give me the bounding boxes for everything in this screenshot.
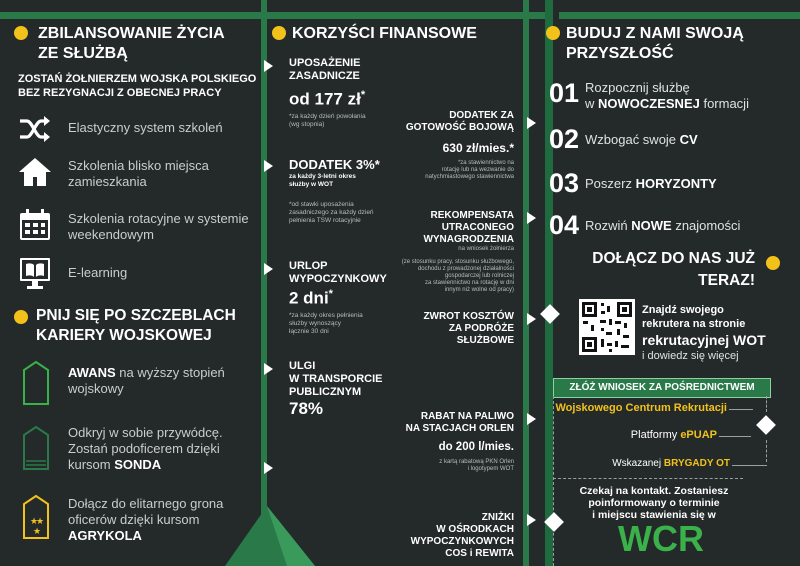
left-title-line1: ZBILANSOWANIE ŻYCIA (38, 25, 225, 42)
left-title-line2: ZE SŁUŻBĄ (38, 45, 128, 62)
feature-1-text: Elastyczny system szkoleń (68, 120, 223, 135)
calendar-icon (18, 208, 52, 242)
step-3-number: 03 (549, 168, 580, 198)
feature-2-line1: Szkolenia blisko miejsca (68, 158, 209, 173)
feature-item-1 (68, 120, 258, 136)
svg-text:★: ★ (33, 527, 42, 537)
leave-amount: 2 dni (289, 288, 329, 308)
career-1-bold: AWANS (68, 365, 116, 380)
resorts-label-1: ZNIŻKI (481, 512, 514, 523)
career-2-bold: SONDA (114, 457, 162, 472)
left-subtitle-line2: BEZ REZYGNACJI Z OBECNEJ PRACY (18, 87, 222, 99)
mountain-decoration (225, 500, 350, 566)
left-subtitle (18, 72, 258, 100)
travel-label-1: ZWROT KOSZTÓW (423, 311, 514, 322)
feature-item-4 (68, 265, 258, 281)
readiness-note-1: *za stawiennictwo na (457, 160, 514, 166)
channel-epuap[interactable] (600, 429, 717, 441)
transport-label-2: W TRANSPORCIE (289, 373, 383, 385)
compensation-label-1: REKOMPENSATA (430, 210, 514, 221)
readiness-note-3: natychmiastowego stawiennictwa (425, 174, 514, 180)
column-divider-right (523, 0, 529, 566)
resorts-label-4: COS i REWITA (445, 548, 514, 559)
resorts-block (398, 512, 514, 560)
step-1 (549, 78, 794, 124)
step-1-pre: w (585, 96, 598, 111)
leave-note-3: łącznie 30 dni (289, 328, 329, 336)
fuel-label-1: RABAT NA PALIWO (420, 411, 514, 422)
steps-list (549, 78, 794, 250)
salary-star: * (360, 89, 366, 101)
flow-line-2 (766, 440, 767, 462)
channel-brygada[interactable] (590, 458, 730, 469)
step-1-number: 01 (549, 78, 580, 108)
step-4 (549, 210, 794, 250)
travel-label-3: SŁUŻBOWE (456, 335, 514, 346)
fuel-amount: do 200 l/mies. (438, 441, 514, 453)
salary-note-2: (wg stopnia) (289, 121, 325, 129)
readiness-label-2: GOTOWOŚĆ BOJOWĄ (405, 122, 514, 133)
career-3-text1: Dołącz do elitarnego grona (68, 496, 224, 511)
career-1-text1: na wyższy stopień (115, 365, 225, 380)
leave-note-1: *za każdy okres pełnienia (289, 312, 363, 320)
compensation-label-2: UTRACONEGO (441, 222, 514, 233)
leave-arrow-icon (264, 263, 273, 275)
transport-label-3: PUBLICZNYM (289, 386, 362, 398)
wcr-logo-text: WCR (618, 518, 704, 559)
career-1-text2: wojskowy (68, 381, 124, 396)
middle-title: KORZYŚCI FINANSOWE (292, 25, 477, 42)
salary-block (289, 57, 409, 129)
feature-item-2 (68, 158, 258, 190)
flow-line-1 (766, 396, 767, 412)
channel-wcr[interactable]: Wojskowego Centrum Rekrutacji (555, 402, 727, 414)
step-2-text: Wzbogać swoje (585, 132, 680, 147)
leave-note-2: służby wynoszący (289, 320, 342, 328)
fuel-note-2: i logotypem WOT (467, 466, 514, 472)
recruiter-line3: rekrutacyjnej WOT (642, 332, 766, 348)
contact-info (566, 485, 742, 521)
svg-text:★: ★ (30, 517, 39, 527)
rank-stripe-icon-private (22, 360, 50, 406)
contact-line1: Czekaj na kontakt. Zostaniesz (579, 485, 729, 497)
leave-label-2: WYPOCZYNKOWY (289, 273, 387, 285)
right-title-line1: BUDUJ Z NAMI SWOJĄ (566, 25, 744, 42)
career-2-text3: kursom (68, 457, 115, 472)
join-heading (575, 248, 755, 292)
monitor-book-icon (18, 256, 52, 290)
column-divider-left (261, 0, 267, 566)
resorts-arrow-icon (527, 514, 536, 526)
qr-code-icon[interactable] (579, 299, 635, 355)
career-title (36, 306, 261, 346)
left-title (38, 24, 258, 64)
house-icon (18, 155, 52, 189)
bonus-sub-1: za każdy 3-letni okres (289, 173, 356, 180)
salary-arrow-icon (264, 60, 273, 72)
bonus-sub-2: służby w WOT (289, 181, 334, 188)
bonus-note-3: pełnienia TSW rotacyjnie (289, 217, 361, 224)
compensation-sub: na wniosek żołnierza (458, 246, 514, 252)
channel-epuap-name: ePUAP (680, 429, 717, 441)
step-4-pre: Rozwiń (585, 218, 632, 233)
step-2 (549, 124, 794, 168)
right-title-line2: PRZYSZŁOŚĆ (566, 45, 674, 62)
feature-3-line1: Szkolenia rotacyjne w systemie (68, 211, 249, 226)
recruiter-line4: i dowiedz się więcej (642, 350, 739, 362)
step-2-bold: CV (679, 132, 698, 147)
channel-junction-marker (756, 415, 776, 435)
join-line1: DOŁĄCZ DO NAS JUŻ (592, 250, 755, 267)
feature-3-line2: weekendowym (68, 227, 154, 242)
shuffle-icon (18, 112, 52, 146)
career-title-dot (14, 310, 28, 324)
join-dot (766, 256, 780, 270)
readiness-arrow-icon (527, 117, 536, 129)
readiness-note-2: rotację lub na wezwanie do (441, 167, 514, 173)
career-3-text2: oficerów dzięki kursom (68, 512, 200, 527)
resorts-label-2: W OŚRODKACH (436, 524, 514, 535)
right-title-dot (546, 26, 560, 40)
channel-brygada-prefix: Wskazanej (612, 458, 664, 469)
recruiter-info (642, 303, 797, 363)
leave-star: * (328, 288, 333, 300)
step-4-post: znajomości (671, 218, 741, 233)
compensation-note-2: dochodu z prowadzonej działalności (417, 266, 514, 272)
salary-label-2: ZASADNICZE (289, 70, 360, 82)
step-3-bold: HORYZONTY (635, 176, 717, 191)
step-4-bold: NOWE (631, 218, 672, 233)
middle-title-dot (272, 26, 286, 40)
rank-stripe-icon-nco (22, 425, 50, 471)
leave-block (289, 260, 409, 336)
fuel-label-2: NA STACJACH ORLEN (405, 423, 514, 434)
contact-line3: i miejscu stawienia się w (592, 509, 716, 521)
compensation-block (398, 210, 514, 294)
left-subtitle-line1: ZOSTAŃ ŻOŁNIERZEM WOJSKA POLSKIEGO (18, 73, 257, 85)
left-title-dot (14, 26, 28, 40)
career-3-bold: AGRYKOLA (68, 528, 142, 543)
readiness-block (398, 110, 514, 181)
travel-block (398, 311, 514, 347)
fuel-note-1: z kartą rabatową PKN Orlen (439, 459, 514, 465)
compensation-note-5: innym niż wolne od pracy) (444, 287, 514, 293)
bonus-block (289, 157, 409, 225)
resorts-label-3: WYPOCZYNKOWYCH (410, 536, 514, 547)
top-frame-line (0, 12, 800, 19)
step-4-number: 04 (549, 210, 580, 240)
bonus-arrow-icon (264, 160, 273, 172)
right-title (566, 24, 796, 64)
step-2-number: 02 (549, 124, 580, 154)
career-2-text1: Odkryj w sobie przywódcę. (68, 425, 223, 440)
compensation-arrow-icon (527, 212, 536, 224)
fuel-arrow-icon (527, 413, 536, 425)
rank-stripe-icon-officer (22, 494, 50, 540)
channel-epuap-prefix: Platformy (630, 429, 681, 441)
salary-label-1: UPOSAŻENIE (289, 57, 361, 69)
compensation-note-4: za stawiennictwo na rotację w dni (424, 280, 514, 286)
channel-brygada-name: BRYGADY OT (663, 458, 730, 469)
flow-line-horizontal (553, 478, 743, 480)
readiness-amount: 630 zł/mies.* (442, 141, 514, 155)
step-1-line1: Rozpocznij służbę (585, 80, 690, 95)
compensation-note-3: gospodarczej lub rolniczej (444, 273, 514, 279)
join-line2: TERAZ! (698, 272, 755, 289)
channel-wcr-connector (729, 409, 753, 410)
step-3-text: Poszerz (585, 176, 636, 191)
step-1-post: formacji (699, 96, 749, 111)
career-2-text2: Zostań podoficerem dzięki (68, 441, 220, 456)
career-title-line2: KARIERY WOJSKOWEJ (36, 327, 212, 344)
compensation-note-1: (ze stosunku pracy, stosunku służbowego, (401, 259, 514, 265)
transport-amount: 78% (289, 399, 324, 418)
transport-block (289, 360, 409, 419)
feature-item-3 (68, 211, 263, 243)
transport-label-1: ULGI (289, 360, 316, 372)
contact-line2: poinformowany o terminie (588, 497, 720, 509)
career-item-1 (68, 365, 258, 397)
travel-arrow-icon (527, 313, 536, 325)
readiness-label-1: DODATEK ZA (449, 110, 514, 121)
salary-note-1: *za każdy dzień powołania (289, 113, 366, 121)
bonus-note-2: zasadniczego za każdy dzień (289, 209, 374, 216)
fuel-block (398, 411, 514, 473)
feature-2-line2: zamieszkania (68, 174, 147, 189)
transport-arrow-icon (264, 363, 273, 375)
compensation-label-3: WYNAGRODZENIA (423, 234, 514, 245)
salary-amount: od 177 zł (289, 89, 361, 109)
apply-via-banner: ZŁÓŻ WNIOSEK ZA POŚREDNICTWEM (553, 378, 771, 398)
step-3 (549, 168, 794, 210)
bonus-note-1: *od stawki uposażenia (289, 201, 354, 208)
svg-text:★: ★ (36, 517, 45, 527)
career-item-2 (68, 425, 258, 473)
career-title-line1: PNIJ SIĘ PO SZCZEBLACH (36, 307, 236, 324)
leave-label-1: URLOP (289, 260, 328, 272)
recruiter-line2: rekrutera na stronie (642, 318, 746, 330)
travel-label-2: ZA PODRÓŻE (448, 323, 514, 334)
flow-line-left (553, 396, 554, 566)
recruiter-line1: Znajdź swojego (642, 304, 724, 316)
channel-epuap-connector (719, 436, 751, 437)
channel-brygada-connector (732, 465, 767, 466)
end-arrow-icon (264, 462, 273, 474)
step-1-bold: NOWOCZESNEJ (598, 96, 700, 111)
bonus-label: DODATEK 3%* (289, 157, 380, 172)
feature-4-text: E-learning (68, 265, 128, 280)
